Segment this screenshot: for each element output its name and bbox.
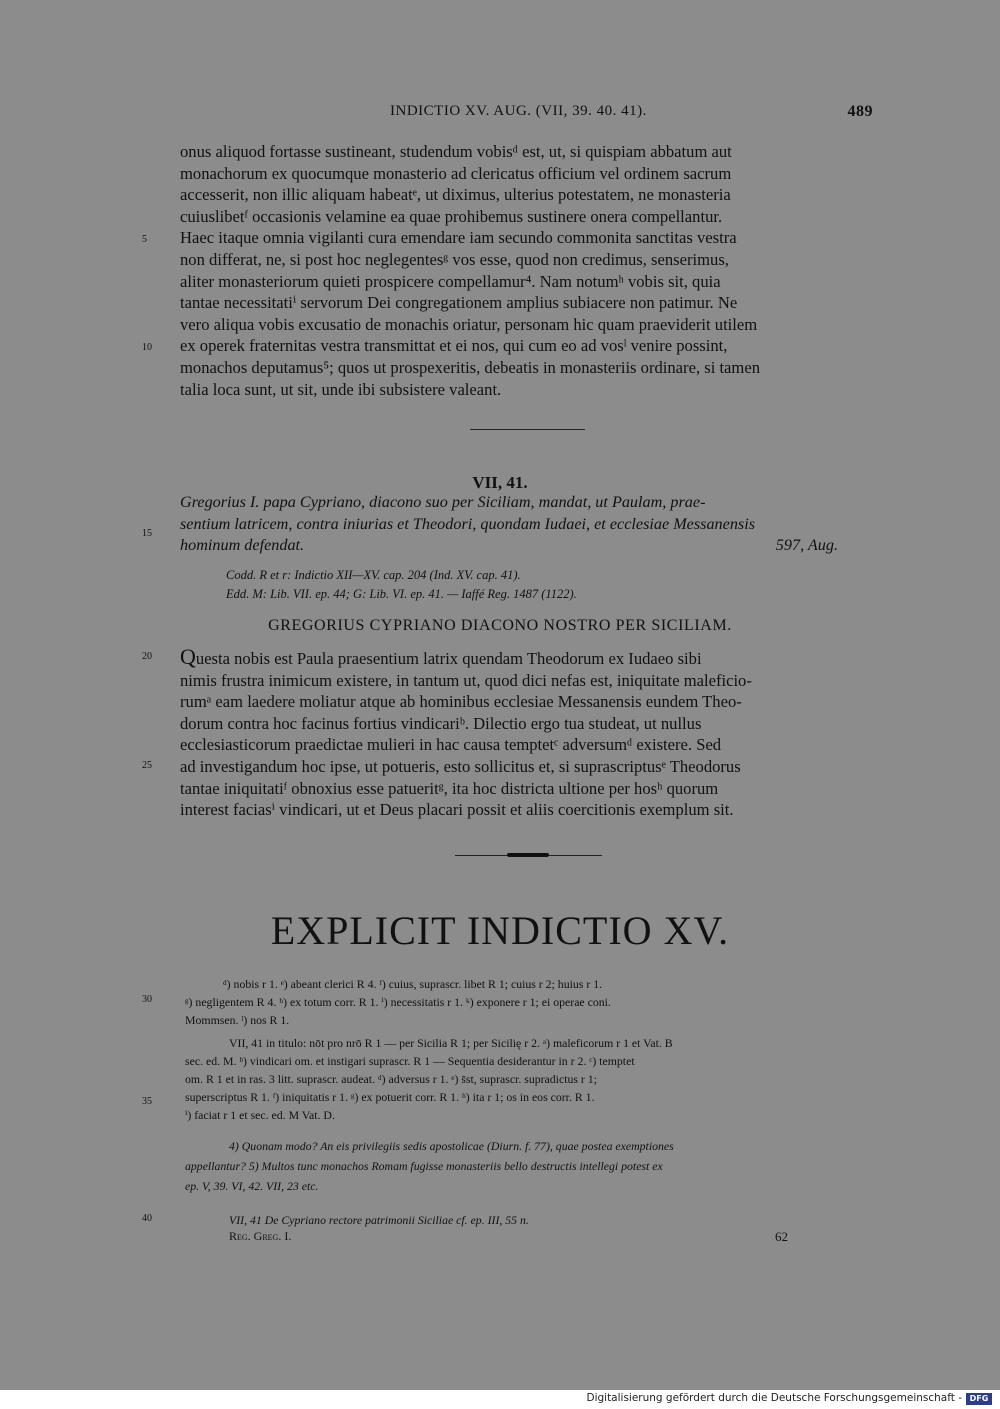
text-line: ex operek fraternitas vestra transmittat et ei nos, qui cum eo ad vosˡ venire possint,	[180, 336, 728, 356]
explicit-heading: EXPLICIT INDICTIO XV.	[270, 908, 730, 953]
ornament-mark	[507, 853, 549, 857]
summary-date: 597, Aug.	[775, 536, 838, 554]
section-number: VII, 41.	[472, 473, 528, 492]
note-line: ᵍ) negligentem R 4. ʰ) ex totum corr. R 1. ⁱ) necessitatis r 1. ᵏ) exponere r 1; ei operae coni.	[185, 995, 611, 1009]
text-line: tantae iniquitatiᶠ obnoxius esse patueritᵍ, ita hoc districta ultione per hosʰ quorum	[180, 778, 719, 798]
preceding-letter-text	[180, 141, 872, 400]
letter-summary	[180, 492, 872, 557]
edd-line: Edd. M: Lib. VII. ep. 44; G: Lib. VI. ep. 41. — Iaffé Reg. 1487 (1122).	[226, 587, 577, 601]
line-number: 25	[142, 760, 152, 771]
text-line: vero aliqua vobis excusatio de monachis oriatur, personam hic quam praeviderit utilem	[180, 314, 758, 334]
text-line: accesserit, non illic aliquam habeatᵉ, ut diximus, ulterius potestatem, ne monasteria	[180, 185, 731, 205]
footer-credit: Digitalisierung gefördert durch die Deutsche Forschungsgemeinschaft -	[586, 1392, 962, 1404]
running-title: INDICTIO XV. AUG. (VII, 39. 40. 41).	[390, 103, 647, 119]
signature-left: Reg. Greg. I.	[229, 1229, 292, 1243]
letter-title: GREGORIUS CYPRIANO DIACONO NOSTRO PER SICILIAM.	[268, 617, 732, 634]
text-line-rest: uesta nobis est Paula praesentium latrix quendam Theodorum ex Iudaeo sibi	[195, 649, 702, 668]
text-line	[180, 646, 872, 670]
note-line: ep. V, 39. VI, 42. VII, 23 etc.	[185, 1179, 319, 1193]
ornament-divider	[455, 853, 602, 859]
note-line: VII, 41 De Cypriano rectore patrimonii Siciliae cf. ep. III, 55 n.	[229, 1213, 529, 1227]
text-line: interest faciasⁱ vindicari, ut et Deus placari possit et aliis coercitionis exemplum sit.	[180, 800, 734, 820]
note-line: 4) Quonam modo? An eis privilegiis sedis apostolicae (Diurn. f. 77), quae postea exemptiones	[229, 1139, 674, 1153]
text-line: nimis frustra inimicum existere, in tantum ut, quod dici nefas est, iniquitate maleficio-	[180, 670, 752, 690]
note-line: Mommsen. ˡ) nos R 1.	[185, 1013, 290, 1027]
summary-line: Gregorius I. papa Cypriano, diacono suo per Siciliam, mandat, ut Paulam, prae-	[180, 493, 706, 511]
manuscript-sources	[226, 566, 876, 604]
note-line: om. R 1 et in ras. 3 litt. suprascr. audeat. ᵈ) adversus r 1. ᵉ) s̄st, suprascr. supradictus r 1;	[185, 1072, 597, 1086]
digitization-footer	[0, 1390, 1000, 1409]
line-number: 5	[142, 234, 147, 245]
section-divider	[470, 429, 585, 430]
note-line: appellantur? 5) Multos tunc monachos Romam fugisse monasteriis bello destructis intellegi potest ex	[185, 1159, 663, 1173]
drop-cap: Q	[180, 644, 196, 669]
letter-text	[180, 646, 872, 821]
text-line: monachos deputamus⁵; quos ut prospexeritis, debeatis in monasteriis ordinare, si tamen	[180, 357, 760, 377]
text-line: aliter monasteriorum quieti prospicere compellamur⁴. Nam notumʰ vobis sit, quia	[180, 271, 721, 291]
note-line: superscriptus R 1. ᶠ) iniquitatis r 1. ᵍ) ex potuerit corr. R 1. ʰ) ita r 1; os in eos corr. R 1.	[185, 1090, 595, 1104]
dfg-logo: DFG	[966, 1393, 992, 1405]
summary-line: hominum defendat.	[180, 536, 305, 554]
text-line: non differat, ne, si post hoc neglegentesᵍ vos esse, quod non credimus, senserimus,	[180, 249, 729, 269]
codd-line: Codd. R et r: Indictio XII—XV. cap. 204 (Ind. XV. cap. 41).	[226, 568, 521, 582]
text-line: Haec itaque omnia vigilanti cura emendare iam secundo commonita sanctitas vestra	[180, 228, 737, 248]
text-line: rumᵃ eam laedere moliatur atque ab hominibus ecclesiae Messanensis eundem Theo-	[180, 692, 742, 712]
text-line: monachorum ex quocumque monasterio ad clericatus officium vel ordinem sacrum	[180, 163, 732, 183]
line-number: 20	[142, 651, 152, 662]
summary-line: sentium latricem, contra iniurias et Theodori, quondam Iudaei, et ecclesiae Messanensis	[180, 514, 756, 533]
text-line: onus aliquod fortasse sustineant, studendum vobisᵈ est, ut, si quispiam abbatum aut	[180, 142, 732, 161]
line-number: 35	[142, 1096, 152, 1107]
note-line: ⁱ) faciat r 1 et sec. ed. M Vat. D.	[185, 1108, 335, 1122]
text-line: ecclesiasticorum praedictae mulieri in hac causa temptetᶜ adversumᵈ existere. Sed	[180, 735, 722, 755]
text-line: talia loca sunt, ut sit, unde ibi subsistere valeant.	[180, 379, 502, 399]
page-number: 489	[847, 103, 873, 120]
line-number: 10	[142, 342, 152, 353]
line-number: 30	[142, 994, 152, 1005]
text-line: tantae necessitatiⁱ servorum Dei congregationem amplius subiacere non patimur. Ne	[180, 293, 738, 313]
text-line: dorum contra hoc facinus fortius vindicariᵇ. Dilectio ergo tua studeat, ut nullus	[180, 713, 702, 733]
line-number: 40	[142, 1213, 152, 1224]
note-line: sec. ed. M. ᵇ) vindicari om. et instigari suprascr. R 1 — Sequentia desiderantur in r 2. ᶜ) temptet	[185, 1054, 635, 1068]
note-line: VII, 41 in titulo: nōt pro nrō R 1 — per Sicilia R 1; per Sicilię r 2. ᵃ) maleficorum r 1 et Vat. B	[229, 1036, 673, 1050]
text-line: ad investigandum hoc ipse, ut potueris, esto sollicitus et, si suprascriptusᵉ Theodorus	[180, 756, 741, 776]
note-line: ᵈ) nobis r 1. ᵉ) abeant clerici R 4. ᶠ) cuius, suprascr. libet R 1; cuius r 2; huius r 1.	[223, 977, 603, 991]
signature-right: 62	[775, 1229, 788, 1244]
line-number: 15	[142, 528, 152, 539]
text-line: cuiuslibetᶠ occasionis velamine ea quae prohibemus sustinere onera compellantur.	[180, 206, 723, 226]
